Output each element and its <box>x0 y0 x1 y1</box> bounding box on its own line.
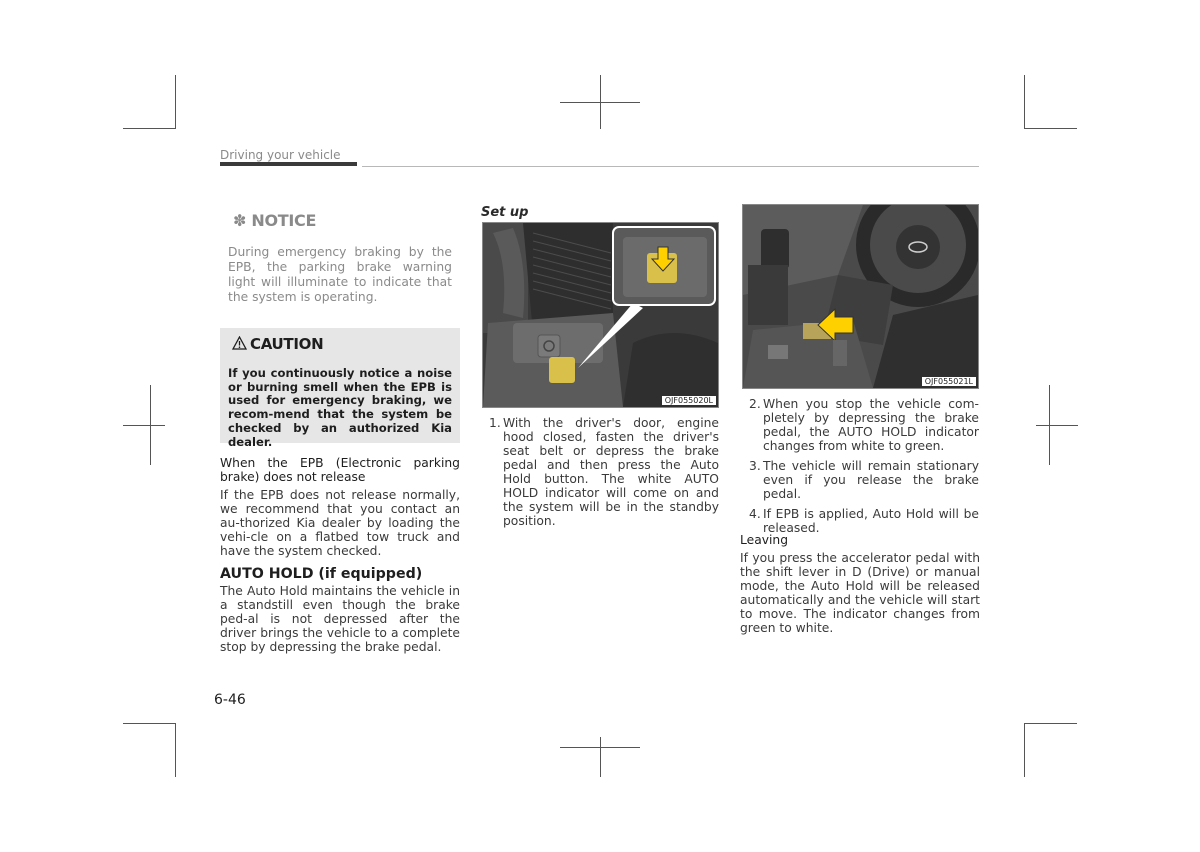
setup-step-1 <box>489 416 719 534</box>
page-number: 6-46 <box>214 692 246 708</box>
warning-triangle-icon <box>232 336 247 350</box>
list-item <box>489 416 719 528</box>
auto-hold-heading: AUTO HOLD (if equipped) <box>220 566 423 582</box>
console-illustration <box>483 223 718 407</box>
notice-body: During emergency braking by the EPB, the parking brake warning light will illuminate to indicate that the system is operating. <box>228 245 452 304</box>
list-item-text: The vehicle will remain stationary even if you release the brake pedal. <box>763 459 979 501</box>
list-item <box>749 397 979 453</box>
notice-title: ✽ NOTICE <box>233 211 317 230</box>
header-bar <box>220 162 357 166</box>
figure-code: OJF055021L <box>922 377 976 386</box>
list-item-number: 4. <box>749 507 761 521</box>
caution-body: If you continuously notice a noise or burning smell when the EPB is used for emergency braking, we recom-mend that the system be checked by an authorized Kia dealer. <box>228 366 452 449</box>
epb-release-body: If the EPB does not release normally, we recommend that you contact an au-thorized Kia dealer by loading the vehi-cle on a flatbed tow truck and have the system checked. <box>220 488 460 558</box>
list-item-text: When you stop the vehicle com-pletely by depressing the brake pedal, the AUTO HOLD indicator changes from white to green. <box>763 397 979 453</box>
list-item <box>749 459 979 501</box>
auto-hold-button-figure <box>482 222 719 408</box>
caution-title <box>232 335 323 353</box>
list-item-number: 1. <box>489 416 501 430</box>
steps-list <box>749 397 979 541</box>
list-item-text: If EPB is applied, Auto Hold will be released. <box>763 507 979 535</box>
section-title: Driving your vehicle <box>220 148 341 162</box>
auto-hold-body: The Auto Hold maintains the vehicle in a standstill even though the brake ped-al is not depressed after the driver brings the vehicle to a complete stop by depressing the brake pedal. <box>220 584 460 654</box>
list-item <box>749 507 979 535</box>
list-item-number: 3. <box>749 459 761 473</box>
list-item-number: 2. <box>749 397 761 411</box>
leaving-heading: Leaving <box>740 533 789 547</box>
setup-heading: Set up <box>481 205 529 220</box>
epb-release-heading: When the EPB (Electronic parking brake) does not release <box>220 456 460 484</box>
header-rule <box>362 166 979 167</box>
cabin-illustration <box>743 205 978 388</box>
figure-code: OJF055020L <box>662 396 716 405</box>
leaving-body: If you press the accelerator pedal with the shift lever in D (Drive) or manual mode, the Auto Hold will be released automatically and the vehicle will start to move. The indicator changes from green to white. <box>740 551 980 635</box>
list-item-text: With the driver's door, engine hood closed, fasten the driver's seat belt or depress the brake pedal and then press the Auto Hold button. The white AUTO HOLD indicator will come on and the system will be in the standby position. <box>503 416 719 528</box>
driver-pedal-figure <box>742 204 979 389</box>
caution-title-text: CAUTION <box>250 335 324 353</box>
